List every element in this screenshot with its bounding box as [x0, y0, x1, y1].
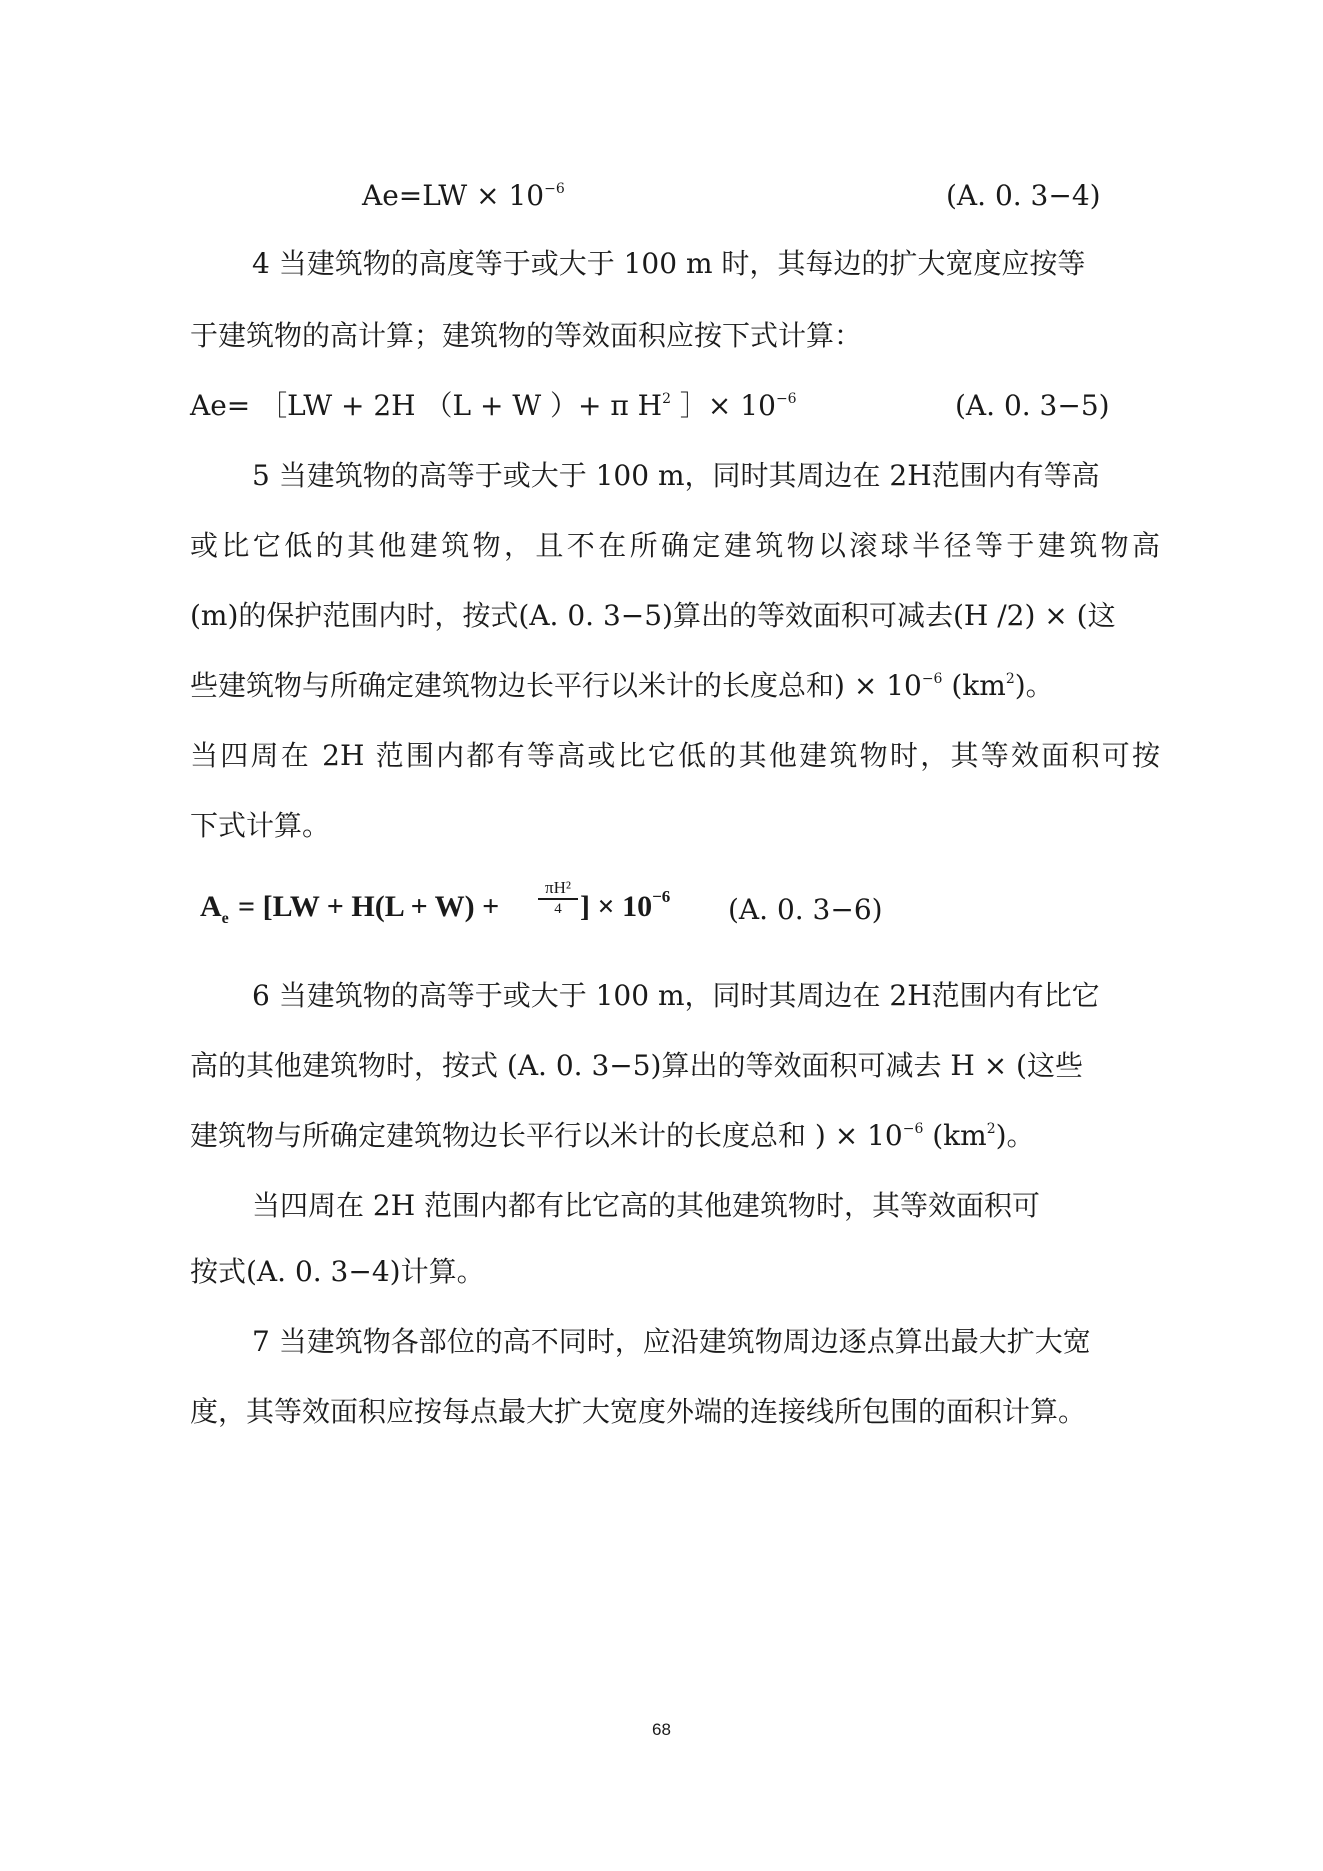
para6-line3-end: )。 [995, 1119, 1035, 1152]
para5-line4 [190, 668, 1054, 704]
equation-a036-fraction-numerator: πH² [538, 878, 578, 900]
para6-line3-unit: (km [923, 1119, 987, 1152]
page-number: 68 [652, 1720, 671, 1739]
para5-line4-unit-exponent: 2 [1005, 671, 1015, 687]
equation-a035-number: (A. 0. 3−5) [955, 389, 1110, 422]
para6-line2: 高的其他建筑物时，按式 (A. 0. 3−5)算出的等效面积可减去 H × (这些 [190, 1049, 1083, 1082]
equation-a036-tail: ] × $10^{-6}$ [580, 887, 671, 923]
para4-line2: 于建筑物的高计算；建筑物的等效面积应按下式计算： [190, 319, 863, 352]
para5-line6: 下式计算。 [190, 809, 331, 842]
para7-line2: 度，其等效面积应按每点最大扩大宽度外端的连接线所包围的面积计算。 [190, 1395, 1087, 1428]
para4-line1: 4 当建筑物的高度等于或大于 100 m 时，其每边的扩大宽度应按等 [252, 247, 1086, 280]
equation-a035-h-exponent: 2 [662, 391, 672, 407]
para6-line4: 当四周在 2H 范围内都有比它高的其他建筑物时，其等效面积可 [252, 1189, 1041, 1222]
equation-a036-mid: = [LW + H(L + W) + [238, 890, 500, 923]
para6-line5: 按式(A. 0. 3−4)计算。 [190, 1255, 485, 1288]
equation-a035 [190, 388, 797, 424]
para5-line4-text: 些建筑物与所确定建筑物边长平行以米计的长度总和) × 10 [190, 669, 922, 702]
equation-a034-number: (A. 0. 3−4) [946, 179, 1101, 212]
para6-line3-unit-exponent: 2 [986, 1121, 996, 1137]
para6-line3 [190, 1118, 1035, 1154]
equation-a034-expr: Ae=LW × 10 [362, 179, 545, 212]
para5-line3: (m)的保护范围内时，按式(A. 0. 3−5)算出的等效面积可减去(H /2) × (这 [190, 599, 1116, 632]
equation-a035-part2: ］× 10 [671, 389, 776, 422]
equation-a034 [362, 178, 565, 214]
para6-line3-exponent: −6 [902, 1121, 924, 1137]
para5-line4-exponent: −6 [921, 671, 943, 687]
equation-a035-exponent: −6 [775, 391, 797, 407]
equation-a036-lhs: $A_e$ [200, 890, 229, 927]
equation-a036-fraction [538, 878, 578, 918]
para6-line1: 6 当建筑物的高等于或大于 100 m，同时其周边在 2H范围内有比它 [252, 979, 1100, 1012]
para6-line3-text: 建筑物与所确定建筑物边长平行以米计的长度总和 ) × 10 [190, 1119, 903, 1152]
equation-a034-exponent: −6 [544, 181, 565, 197]
para5-line4-end: )。 [1014, 669, 1054, 702]
para5-line1: 5 当建筑物的高等于或大于 100 m，同时其周边在 2H范围内有等高 [252, 459, 1100, 492]
para5-line4-unit: (km [942, 669, 1006, 702]
equation-a035-part1: Ae= ［LW + 2H （L + W ）+ π H [190, 389, 663, 422]
equation-a036-number: (A. 0. 3−6) [728, 893, 883, 926]
equation-a036-fraction-denominator: 4 [554, 901, 562, 917]
para5-line2: 或比它低的其他建筑物，且不在所确定建筑物以滚球半径等于建筑物高 [190, 529, 1160, 562]
para5-line5: 当四周在 2H 范围内都有等高或比它低的其他建筑物时，其等效面积可按 [190, 739, 1160, 772]
para7-line1: 7 当建筑物各部位的高不同时，应沿建筑物周边逐点算出最大扩大宽 [252, 1325, 1091, 1358]
